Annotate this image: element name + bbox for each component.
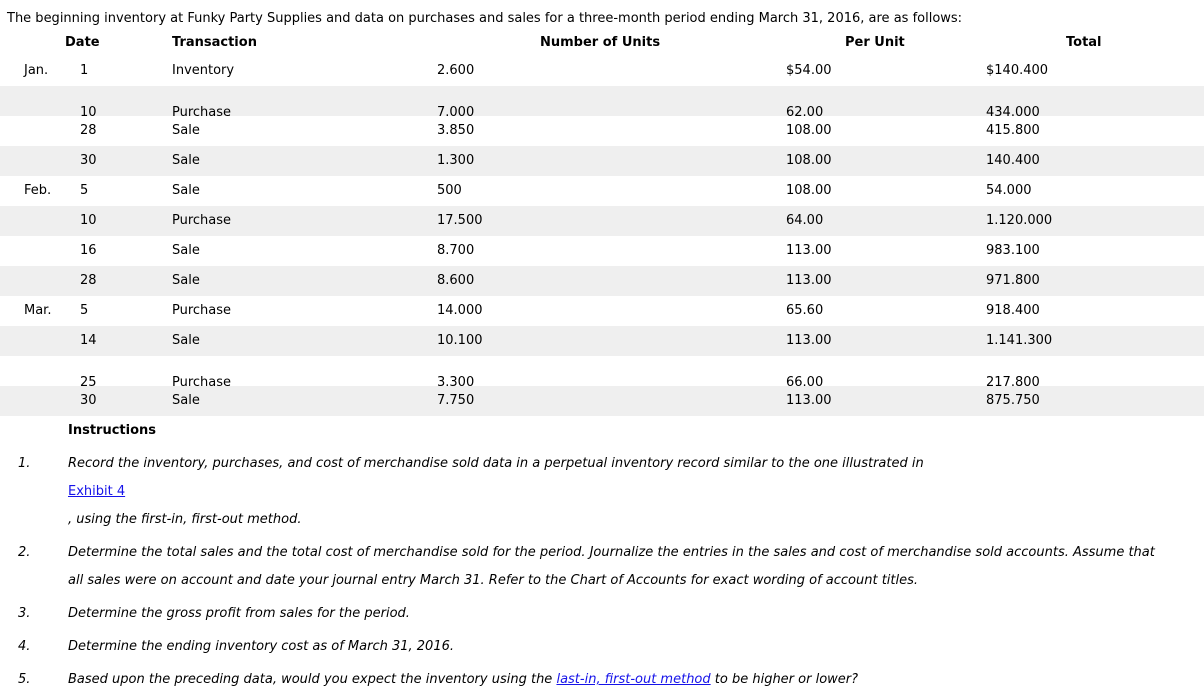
header-transaction: Transaction (172, 35, 257, 50)
cell-total: 54.000 (986, 183, 1032, 198)
header-units: Number of Units (540, 35, 661, 50)
header-date: Date (65, 35, 100, 50)
instruction-link[interactable]: last-in, first-out method (556, 672, 711, 687)
cell-total: 434.000 (986, 105, 1040, 116)
cell-day: 5 (80, 303, 89, 318)
cell-units: 3.300 (437, 375, 475, 386)
instruction-item (0, 666, 1204, 694)
cell-per-unit: 113.00 (786, 273, 832, 288)
cell-per-unit: 108.00 (786, 153, 832, 168)
cell-transaction: Sale (172, 393, 200, 408)
cell-day: 10 (80, 105, 97, 116)
cell-transaction: Purchase (172, 375, 232, 386)
table-row (0, 296, 1204, 326)
instruction-paragraph (68, 539, 1159, 595)
cell-day: 28 (80, 123, 97, 138)
instruction-text-segment: Based upon the preceding data, would you expect the inventory using the (68, 672, 557, 687)
instruction-number: 1. (18, 456, 31, 471)
table-row (0, 236, 1204, 266)
instruction-text-segment: to be higher or lower? (710, 672, 859, 687)
cell-transaction: Purchase (172, 303, 232, 318)
table-row (0, 356, 1204, 386)
table-row (0, 56, 1204, 86)
table-row (0, 386, 1204, 416)
cell-transaction: Purchase (172, 213, 232, 228)
cell-transaction: Sale (172, 333, 200, 348)
cell-day: 25 (80, 375, 97, 386)
instruction-text-segment: , using the first-in, first-out method. (68, 512, 302, 527)
cell-day: 30 (80, 393, 97, 408)
instruction-paragraph (68, 600, 1159, 628)
instruction-number: 2. (18, 545, 31, 560)
cell-day: 28 (80, 273, 97, 288)
cell-units: 1.300 (437, 153, 475, 168)
cell-per-unit: 108.00 (786, 123, 832, 138)
cell-total: 1.120.000 (986, 213, 1053, 228)
cell-per-unit: 113.00 (786, 243, 832, 258)
cell-day: 16 (80, 243, 97, 258)
cell-units: 7.000 (437, 105, 475, 116)
instruction-text (68, 633, 1159, 661)
instruction-text (68, 666, 1159, 694)
cell-total: 983.100 (986, 243, 1040, 258)
cell-units: 500 (437, 183, 462, 198)
cell-total: 875.750 (986, 393, 1040, 408)
instructions-list (0, 450, 1204, 694)
instruction-text-segment: Determine the total sales and the total cost of merchandise sold for the period. Journalize the entries in the sales and cost of merchandise sold accounts. Assume that all sales were on account and date your journal entry March 31. Refer to the Chart of Accounts for exact wording of account titles. (68, 545, 1155, 588)
cell-day: 10 (80, 213, 97, 228)
cell-per-unit: 108.00 (786, 183, 832, 198)
inventory-table-body (0, 56, 1204, 416)
header-per-unit: Per Unit (845, 35, 905, 50)
instruction-paragraph (68, 478, 1159, 506)
cell-units: 8.600 (437, 273, 475, 288)
cell-total: $140.400 (986, 63, 1049, 78)
cell-day: 14 (80, 333, 97, 348)
instruction-item (0, 450, 1204, 534)
cell-total: 217.800 (986, 375, 1040, 386)
instruction-paragraph (68, 506, 1159, 534)
table-row (0, 146, 1204, 176)
instruction-number: 3. (18, 606, 31, 621)
intro-text: The beginning inventory at Funky Party Supplies and data on purchases and sales for a three-month period ending March 31, 2016, are as follows: (7, 11, 963, 26)
cell-per-unit: $54.00 (786, 63, 832, 78)
cell-total: 918.400 (986, 303, 1040, 318)
cell-units: 7.750 (437, 393, 475, 408)
cell-per-unit: 66.00 (786, 375, 824, 386)
instruction-text-segment: Determine the gross profit from sales for the period. (68, 606, 410, 621)
cell-units: 8.700 (437, 243, 475, 258)
instruction-text (68, 450, 1159, 534)
cell-per-unit: 65.60 (786, 303, 824, 318)
table-row (0, 86, 1204, 116)
instruction-paragraph (68, 666, 1159, 694)
cell-transaction: Inventory (172, 63, 235, 78)
table-row (0, 206, 1204, 236)
instruction-text (68, 539, 1159, 595)
header-total: Total (1066, 35, 1102, 50)
cell-units: 17.500 (437, 213, 483, 228)
instruction-link[interactable]: Exhibit 4 (68, 484, 126, 499)
instruction-item (0, 539, 1204, 595)
cell-transaction: Sale (172, 123, 200, 138)
instruction-text-segment: Determine the ending inventory cost as of March 31, 2016. (68, 639, 454, 654)
cell-units: 2.600 (437, 63, 475, 78)
instruction-text (68, 600, 1159, 628)
cell-total: 971.800 (986, 273, 1040, 288)
cell-transaction: Sale (172, 183, 200, 198)
table-header-row (0, 35, 1204, 55)
cell-per-unit: 62.00 (786, 105, 824, 116)
cell-month: Feb. (24, 183, 52, 198)
cell-transaction: Sale (172, 273, 200, 288)
cell-total: 1.141.300 (986, 333, 1053, 348)
instruction-item (0, 633, 1204, 661)
cell-transaction: Purchase (172, 105, 232, 116)
table-row (0, 116, 1204, 146)
instruction-number: 4. (18, 639, 31, 654)
table-row (0, 326, 1204, 356)
cell-per-unit: 113.00 (786, 333, 832, 348)
instruction-item (0, 600, 1204, 628)
cell-month: Jan. (24, 63, 49, 78)
cell-per-unit: 64.00 (786, 213, 824, 228)
cell-total: 415.800 (986, 123, 1040, 138)
cell-units: 3.850 (437, 123, 475, 138)
cell-day: 5 (80, 183, 89, 198)
cell-month: Mar. (24, 303, 52, 318)
cell-transaction: Sale (172, 243, 200, 258)
table-row (0, 176, 1204, 206)
cell-per-unit: 113.00 (786, 393, 832, 408)
instruction-paragraph (68, 450, 1159, 478)
table-row (0, 266, 1204, 296)
cell-total: 140.400 (986, 153, 1040, 168)
cell-units: 14.000 (437, 303, 483, 318)
instruction-number: 5. (18, 672, 31, 687)
cell-units: 10.100 (437, 333, 483, 348)
cell-transaction: Sale (172, 153, 200, 168)
cell-day: 30 (80, 153, 97, 168)
instruction-paragraph (68, 633, 1159, 661)
instruction-text-segment: Record the inventory, purchases, and cost of merchandise sold data in a perpetual inventory record similar to the one illustrated in (68, 456, 924, 471)
instructions-heading: Instructions (68, 423, 157, 438)
cell-day: 1 (80, 63, 89, 78)
